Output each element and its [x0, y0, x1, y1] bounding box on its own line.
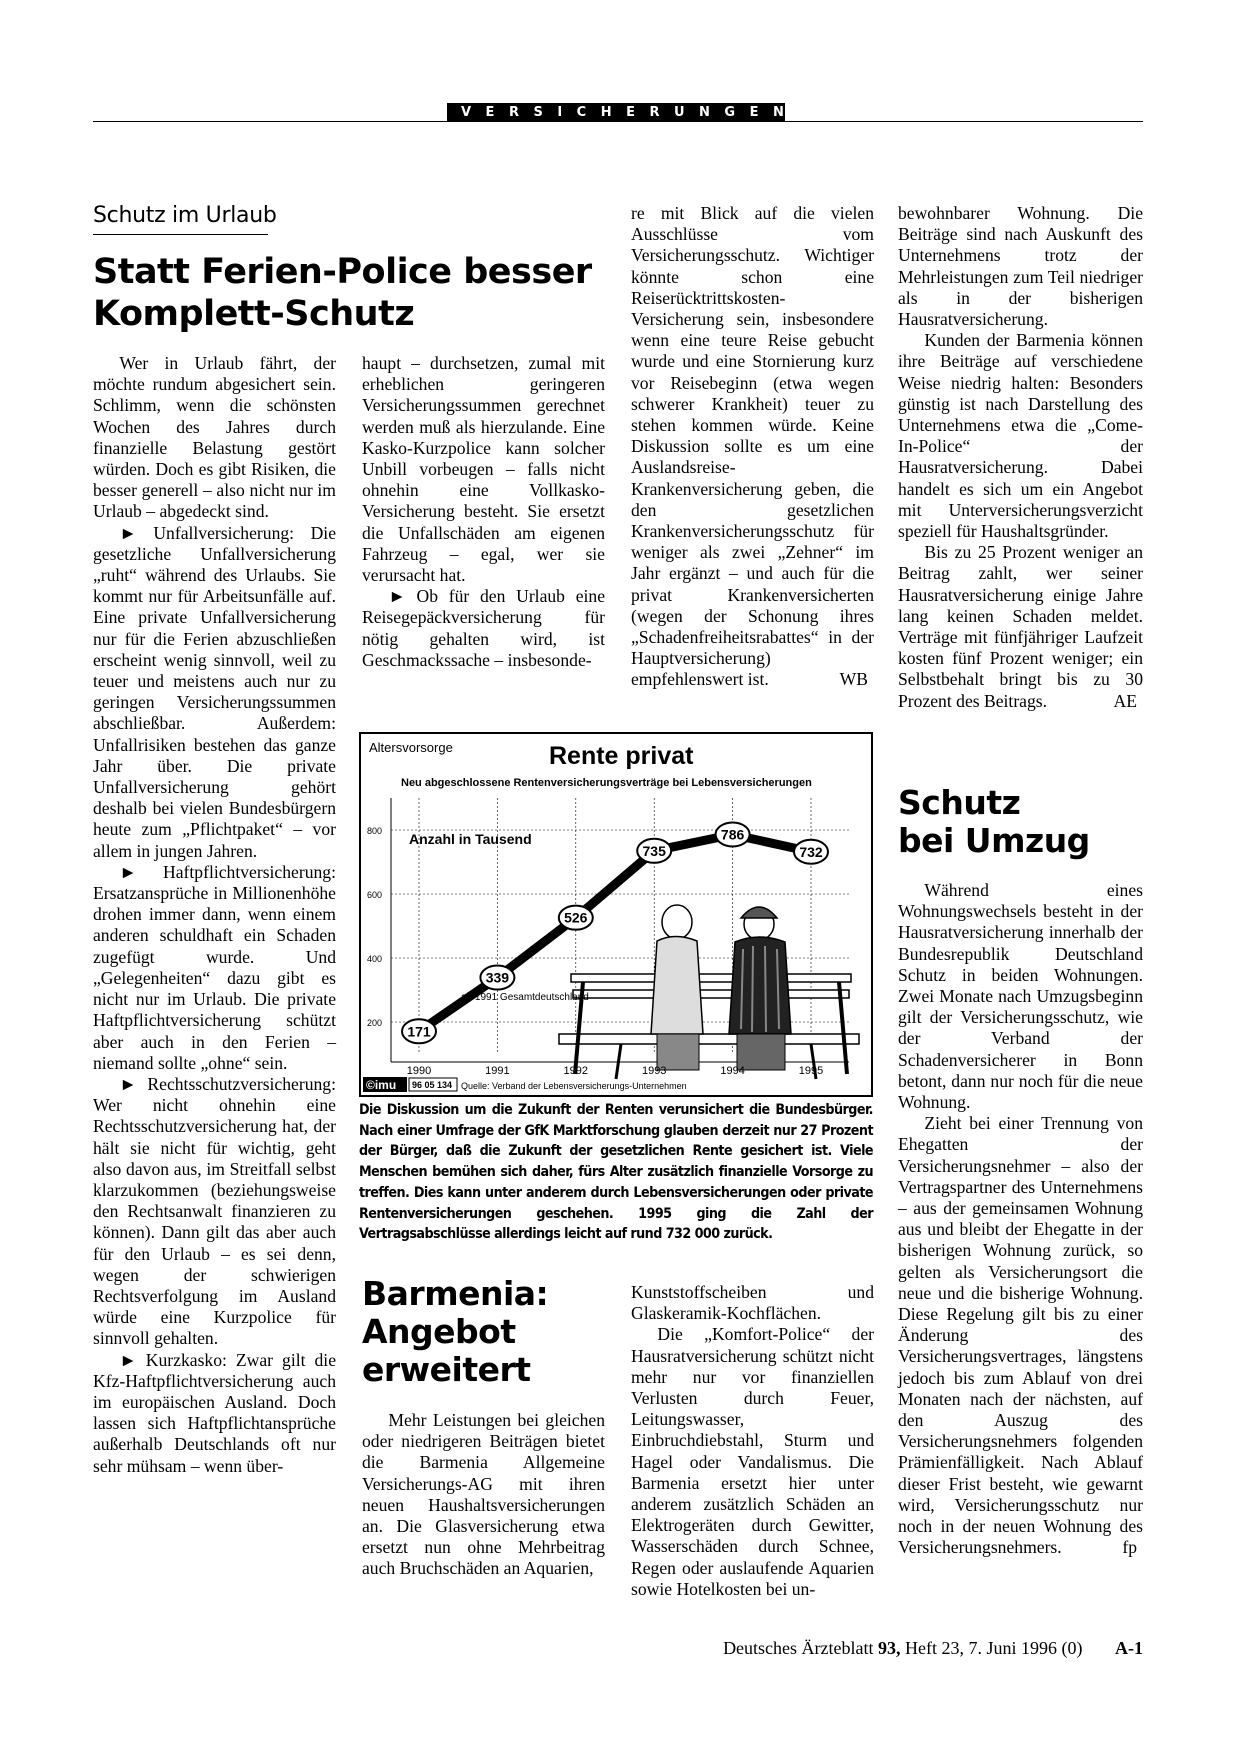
y-tick-label: 200 — [367, 1018, 383, 1028]
kicker: Schutz im Urlaub — [93, 203, 277, 228]
bench-seat — [559, 1034, 859, 1044]
y-tick-label: 800 — [367, 826, 383, 836]
author-sign: AE — [1113, 690, 1137, 711]
chart-corner-label: Altersvorsorge — [369, 740, 453, 755]
bench-illustration — [559, 905, 859, 1079]
paragraph: re mit Blick auf die vielen Ausschlüsse vom Versicherungsschutz. Wichtiger könnte schon eine Reiserücktrittskosten-Versicherung sein, insbesondere wenn eine teure Reise gebucht wurde und eine Stornierung kurz vor Reisebeginn (etwa wegen schwerer Krankheit) teuer zu stehen kommen würde. Keine Diskussion sollte es um eine Auslandsreise-Krankenversicherung geben, die den gesetzlichen Krankenversicherungsschutz für weniger als zwei „Zehner“ im Jahr ergänzt – und auch für die privat Krankenversicherten (wegen der Schonung ihres „Schadenfreiheitsrabattes“ in der Hauptversicherung) empfehlenswert ist. WB — [631, 203, 874, 690]
chart-badge: ©imu — [366, 1078, 397, 1092]
paragraph: Wer in Urlaub fährt, der möchte rundum abgesichert sein. Schlimm, wenn die schönsten Wochen des Jahres durch finanzielle Belastung gestört würden. Doch es gibt Risiken, die besser generell – also nicht nur im Urlaub – abgedeckt sind. — [93, 353, 336, 522]
barmenia-column-a — [362, 1410, 605, 1580]
paragraph: Kunststoffscheiben und Glaskeramik-Kochflächen. — [631, 1282, 874, 1324]
paragraph: Kunden der Barmenia können ihre Beiträge auf verschiedene Weise niedrig halten: Besonders günstig ist nach Darstellung des Unternehmens etwa die „Come-In-Police“ der Hausratversicherung. Dabei handelt es sich um ein Angebot mit Unterversicherungsverzicht speziell für Haushaltsgründer. — [898, 330, 1143, 542]
x-tick-label: 1993 — [641, 1065, 667, 1077]
chart-title: Rente privat — [549, 742, 694, 770]
footer — [600, 1638, 1143, 1659]
umzug-title — [898, 784, 1143, 860]
chart-badge-code: 96 05 134 — [412, 1080, 453, 1090]
footer-journal: Deutsches Ärzteblatt — [723, 1638, 874, 1658]
chart-figure — [359, 732, 873, 1097]
chart-y-ticks — [367, 826, 382, 1028]
barmenia-title-line1: Barmenia: — [362, 1274, 549, 1313]
x-tick-label: 1994 — [720, 1065, 745, 1077]
barmenia-title-line3: erweitert — [362, 1350, 531, 1389]
article-title-line1: Statt Ferien-Police besser — [93, 252, 592, 292]
paragraph: Mehr Leistungen bei gleichen oder niedrigeren Beiträgen bietet die Barmenia Allgemeine Versicherungs-AG mit ihren neuen Haushaltsversicherungen an. Die Glasversicherung etwa ersetzt nun ohne Mehrbeitrag auch Bruchschäden an Aquarien, — [362, 1410, 605, 1579]
person-right-hat — [741, 907, 777, 918]
data-label: 732 — [799, 843, 823, 860]
data-label: 786 — [720, 826, 745, 843]
kicker-rule — [93, 234, 268, 235]
paragraph: ► Unfallversicherung: Die gesetzliche Unfallversicherung „ruht“ während des Urlaubs. Sie kommt nur für Arbeitsunfälle auf. Eine private Unfallversicherung nur für die Ferien abzuschließen erscheint wenig sinnvoll, weil zu teuer und meistens auch nur zu geringen Versicherungssummen abschließbar. Außerdem: Unfallrisiken bestehen das ganze Jahr über. Die private Unfallversicherung gehört deshalb bei vielen Bundesbürgern heute zum „Pflichtpaket“ – vor allem in jungen Jahren. — [93, 522, 336, 861]
author-sign: fp — [1122, 1537, 1137, 1558]
paragraph: ► Rechtsschutzversicherung: Wer nicht ohnehin eine Rechtsschutzversicherung hat, der hält sie nicht für wichtig, geht also davon aus, im Streitfall selbst klarzukommen (beziehungsweise den Rechtsanwalt finanzieren zu können). Dann gilt das aber auch für den Urlaub – es sei denn, wegen der schwierigen Rechtsverfolgung im Ausland würde eine Kurzpolice für sinnvoll gehalten. — [93, 1073, 336, 1349]
paragraph: ► Haftpflichtversicherung: Ersatzansprüche in Millionenhöhe drohen immer dann, wenn einem anderen schuldhaft ein Schaden zugefügt wurde. Und „Gelegenheiten“ dazu gibt es nicht nur im Urlaub. Die private Haftpflichtversicherung schützt aber auch in den Ferien – niemand sollte „ohne“ sein. — [93, 861, 336, 1073]
chart-ylabel: Anzahl in Tausend — [409, 831, 532, 847]
paragraph: Bis zu 25 Prozent weniger an Beitrag zahlt, wer seiner Hausratversicherung einige Jahre lang keinen Schaden meldet. Verträge mit fünfjähriger Laufzeit kosten fünf Prozent weniger; ein Selbstbehalt bringt bis zu 30 Prozent des Beitrags. AE — [898, 542, 1143, 711]
y-tick-label: 600 — [367, 890, 383, 900]
paragraph: Während eines Wohnungswechsels besteht in der Hausratversicherung innerhalb der Bundesrepublik Deutschland Schutz in beiden Wohnungen. Zwei Monate nach Umzugsbeginn gilt der Versicherungsschutz, wie der Verband der Schadenversicherer in Bonn betont, dann nur noch für die neue Wohnung. — [898, 880, 1143, 1113]
x-tick-label: 1991 — [485, 1065, 510, 1077]
article-column-1 — [93, 353, 336, 1477]
x-tick-label: 1992 — [563, 1065, 589, 1077]
footer-volume: 93, — [878, 1638, 901, 1658]
barmenia-title-line2: Angebot — [362, 1312, 516, 1351]
paragraph: haupt – durchsetzen, zumal mit erheblichen geringeren Versicherungssummen gerechnet werden muß als hierzulande. Eine Kasko-Kurzpolice kann solcher Unbill vorbeugen – falls nicht ohnehin eine Vollkasko-Versicherung besteht. Sie ersetzt die Unfallschäden am eigenen Fahrzeug – egal, wer sie verursacht hat. — [362, 353, 605, 586]
article-column-3 — [631, 203, 874, 691]
paragraph: bewohnbarer Wohnung. Die Beiträge sind nach Auskunft des Unternehmens trotz der Mehrleistungen zum Teil niedriger als in der bisherigen Hausratversicherung. — [898, 203, 1143, 330]
data-label: 339 — [485, 969, 510, 986]
bench-backrest-1 — [571, 974, 851, 982]
person-left-head — [662, 905, 692, 939]
x-tick-label: 1995 — [798, 1065, 824, 1077]
x-tick-label: 1990 — [406, 1065, 432, 1077]
paragraph: ► Ob für den Urlaub eine Reisegepäckversicherung für nötig gehalten wird, ist Geschmackssache – insbesonde- — [362, 586, 605, 670]
chart-caption: Die Diskussion um die Zukunft der Renten verunsichert die Bundesbürger. Nach einer Umfrage der GfK Marktforschung glauben derzeit nur 27 Prozent der Bürger, daß die Zukunft der gesetzlichen Rente gesichert ist. Viele Menschen bemühen sich daher, fürs Alter zusätzlich finanzielle Vorsorge zu treffen. Dies kann unter anderem durch Lebensversicherungen oder private Rentenversicherungen geschehen. 1995 ging die Zahl der Vertragsabschlüsse allerdings leicht auf rund 732 000 zurück. — [359, 1102, 873, 1243]
chart-subtitle: Neu abgeschlossene Rentenversicherungsverträge bei Lebensversicherungen — [401, 777, 812, 789]
article-column-4 — [898, 203, 1143, 712]
barmenia-title — [362, 1275, 607, 1389]
author-sign: WB — [839, 669, 868, 690]
article-column-2 — [362, 353, 605, 671]
chart-svg — [361, 734, 871, 1095]
chart-source: Quelle: Verband der Lebensversicherungs-Unternehmen — [461, 1081, 687, 1091]
person-left-body — [651, 937, 703, 1035]
y-tick-label: 400 — [367, 954, 383, 964]
chart-annotation: ab 1991 Gesamtdeutschland — [461, 992, 589, 1003]
article-title — [93, 251, 613, 335]
umzug-title-line2: bei Umzug — [898, 821, 1090, 860]
paragraph: Zieht bei einer Trennung von Ehegatten der Versicherungsnehmer – also der Vertragspartner des Unternehmens – aus der gemeinsamen Wohnung aus und bleibt der Ehegatte in der bisherigen Wohnung zurück, so gelten als Versicherungsort die neue und die bisherige Wohnung. Diese Regelung gilt bis zu einer Änderung des Versicherungsvertrages, längstens jedoch bis zum Ablauf von drei Monaten nach der nächsten, auf den Auszug des Versicherungsnehmers folgenden Prämienfälligkeit. Nach Ablauf dieser Frist besteht, wie gewarnt wird, Versicherungsschutz nur noch in der neuen Wohnung des Versicherungsnehmers. fp — [898, 1113, 1143, 1558]
footer-page: A-1 — [1115, 1638, 1143, 1658]
paragraph: ► Kurzkasko: Zwar gilt die Kfz-Haftpflichtversicherung auch im europäischen Ausland. Doch lassen sich Haftpflichtansprüche außerhalb Deutschlands oft nur sehr mühsam – wenn über- — [93, 1349, 336, 1476]
footer-issue: Heft 23, 7. Juni 1996 (0) — [905, 1638, 1083, 1658]
section-label: VERSICHERUNGEN — [447, 103, 785, 122]
data-label: 171 — [407, 1023, 431, 1040]
person-right-body — [729, 937, 791, 1034]
umzug-column — [898, 880, 1143, 1559]
barmenia-column-b — [631, 1282, 874, 1600]
paragraph: Die „Komfort-Police“ der Hausratversicherung schützt nicht mehr nur vor finanziellen Verlusten durch Feuer, Leitungswasser, Einbruchdiebstahl, Sturm und Hagel oder Vandalismus. Die Barmenia ersetzt hier unter anderem zusätzlich Schäden an Elektrogeräten durch Gewitter, Wasserschäden durch Schnee, Regen oder auslaufende Aquarien sowie Hotelkosten bei un- — [631, 1324, 874, 1599]
article-title-line2: Komplett-Schutz — [93, 294, 415, 334]
data-label: 735 — [642, 842, 666, 859]
bench-backrest-2 — [573, 990, 849, 998]
data-label: 526 — [564, 909, 588, 926]
umzug-title-line1: Schutz — [898, 783, 1021, 822]
